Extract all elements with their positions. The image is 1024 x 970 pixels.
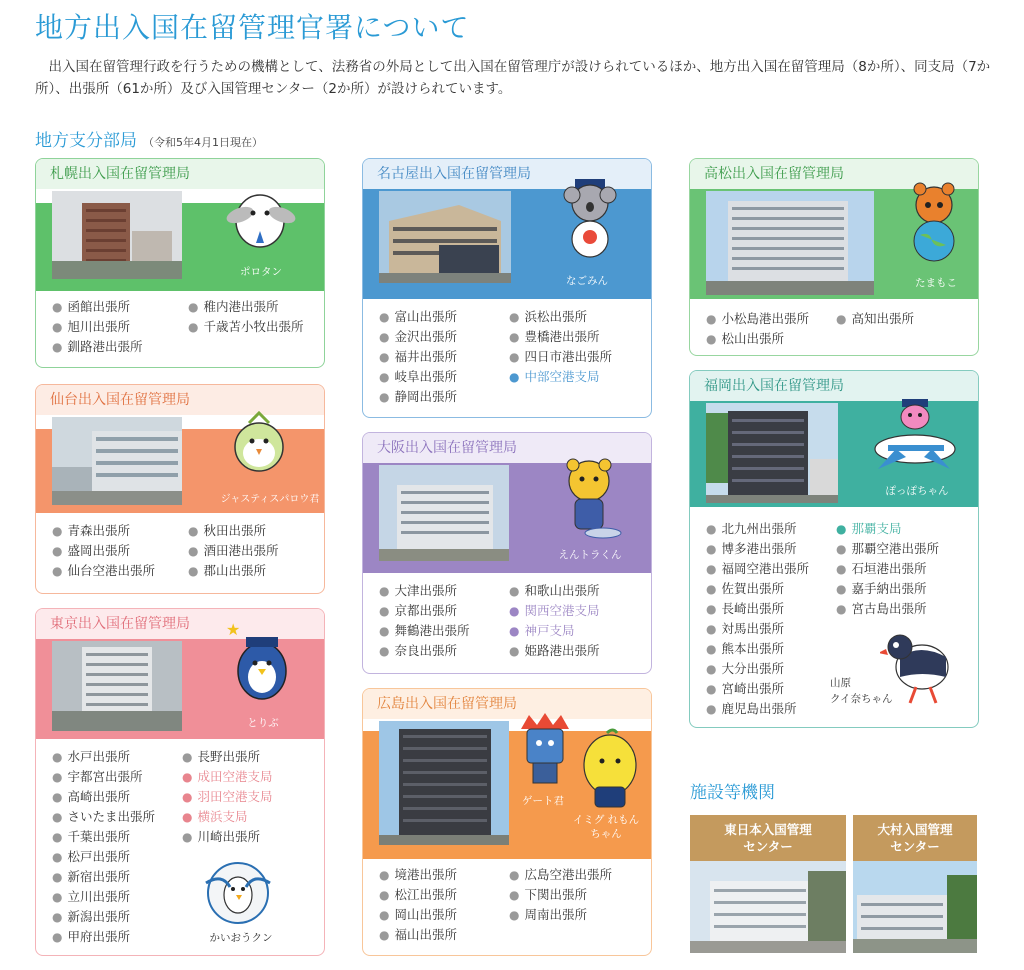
office-item: ● 北九州出張所 (706, 519, 809, 539)
office-item: ● 羽田空港支局 (182, 787, 273, 807)
office-item: ● 酒田港出張所 (188, 541, 279, 561)
office-list (188, 297, 304, 337)
office-item: ● 立川出張所 (52, 887, 155, 907)
office-list (182, 747, 273, 847)
facility-photo (690, 861, 846, 953)
office-item: ● 神戸支局 (509, 621, 600, 641)
building-photo (52, 417, 182, 505)
card-sendai (35, 384, 325, 594)
card-fukuoka (689, 370, 979, 728)
office-item: ● 釧路港出張所 (52, 337, 143, 357)
card-sapporo (35, 158, 325, 368)
office-item: ● 宇都宮出張所 (52, 767, 155, 787)
bureau-name: 広島出入国在留管理局 (363, 689, 651, 719)
office-item: ● 中部空港支局 (509, 367, 612, 387)
office-list (706, 519, 809, 719)
office-item: ● 博多港出張所 (706, 539, 809, 559)
bureau-name: 福岡出入国在留管理局 (690, 371, 978, 401)
office-item: ● 千歳苫小牧出張所 (188, 317, 304, 337)
office-list (379, 581, 470, 661)
office-item: ● 松戸出張所 (52, 847, 155, 867)
office-list (836, 519, 939, 619)
office-list (379, 307, 457, 407)
bureau-name: 大阪出入国在留管理局 (363, 433, 651, 463)
office-list (509, 581, 600, 661)
building-photo (706, 403, 838, 503)
office-item: ● 福山出張所 (379, 925, 457, 945)
office-item: ● 横浜支局 (182, 807, 273, 827)
bureau-name: 札幌出入国在留管理局 (36, 159, 324, 189)
office-item: ● 新潟出張所 (52, 907, 155, 927)
office-item: ● 秋田出張所 (188, 521, 279, 541)
card-nagoya (362, 158, 652, 418)
office-item: ● 対馬出張所 (706, 619, 809, 639)
facility-east-japan-center (690, 815, 846, 953)
office-item: ● 松江出張所 (379, 885, 457, 905)
bureau-name: 高松出入国在留管理局 (690, 159, 978, 189)
office-item: ● 小松島港出張所 (706, 309, 809, 329)
section-title: 地方支分部局 （令和5年4月1日現在） (35, 131, 263, 151)
office-item: ● 高知出張所 (836, 309, 914, 329)
office-item: ● 静岡出張所 (379, 387, 457, 407)
intro-text: 出入国在留管理行政を行うための機構として、法務省の外局として出入国在留管理庁が設けられているほか、地方出入国在留管理局（8か所）、同支局（7か所）、出張所（61か所）及び入国管理センター（2か所）が設けられています。 (35, 59, 991, 97)
building-photo (706, 191, 874, 295)
office-item: ● 高崎出張所 (52, 787, 155, 807)
office-item: ● 甲府出張所 (52, 927, 155, 947)
office-item: ● 舞鶴港出張所 (379, 621, 470, 641)
office-item: ● 下関出張所 (509, 885, 612, 905)
bureau-name: 仙台出入国在留管理局 (36, 385, 324, 415)
office-item: ● 和歌山出張所 (509, 581, 600, 601)
office-item: ● 姫路港出張所 (509, 641, 600, 661)
card-tokyo (35, 608, 325, 956)
office-list (52, 521, 155, 581)
office-item: ● 鹿児島出張所 (706, 699, 809, 719)
mascot-name: とりぶ (247, 717, 279, 729)
mascot-bird-icon (224, 403, 294, 483)
office-item: ● 宮崎出張所 (706, 679, 809, 699)
office-list (509, 307, 612, 387)
mascot-name: たまもこ (915, 277, 957, 289)
building-photo (379, 191, 511, 283)
office-list (52, 297, 143, 357)
office-item: ● 稚内港出張所 (188, 297, 304, 317)
card-osaka (362, 432, 652, 674)
mascot-lemon-icon (577, 727, 643, 815)
office-item: ● 那覇支局 (836, 519, 939, 539)
mascot-name: イミグ れもんちゃん (572, 814, 640, 840)
svg-text:★: ★ (226, 621, 241, 639)
facilities-title: 施設等機関 (690, 783, 775, 803)
facility-photo (853, 861, 977, 953)
office-list (52, 747, 155, 947)
office-list (188, 521, 279, 581)
mascot-name: なごみん (566, 275, 608, 287)
office-item: ● 富山出張所 (379, 307, 457, 327)
office-item: ● 金沢出張所 (379, 327, 457, 347)
office-item: ● 岐阜出張所 (379, 367, 457, 387)
office-item: ● 福井出張所 (379, 347, 457, 367)
mascot-name: 山原 (830, 677, 851, 689)
office-item: ● 豊橋港出張所 (509, 327, 612, 347)
office-item: ● 嘉手納出張所 (836, 579, 939, 599)
office-item: ● 川崎出張所 (182, 827, 273, 847)
facility-omura-center (853, 815, 977, 953)
building-photo (52, 641, 182, 731)
office-item: ● 関西空港支局 (509, 601, 600, 621)
mascot-koala-icon (555, 177, 625, 269)
card-hiroshima (362, 688, 652, 956)
office-item: ● 那覇空港出張所 (836, 539, 939, 559)
mascot-tanuki-icon (902, 179, 972, 273)
office-item: ● 境港出張所 (379, 865, 457, 885)
mascot-gate-icon (515, 711, 575, 793)
mascot-seagull-icon (196, 853, 280, 933)
mascot-name: クイ奈ちゃん (830, 693, 893, 705)
mascot-name: ポロタン (240, 266, 282, 278)
office-list (836, 309, 914, 329)
office-item: ● 函館出張所 (52, 297, 143, 317)
bureau-name: 東京出入国在留管理局 (36, 609, 324, 639)
mascot-penguin-icon (222, 621, 302, 709)
building-photo (379, 465, 509, 561)
office-item: ● 岡山出張所 (379, 905, 457, 925)
office-item: ● 周南出張所 (509, 905, 612, 925)
office-item: ● 水戸出張所 (52, 747, 155, 767)
building-photo (52, 191, 182, 279)
office-item: ● 広島空港出張所 (509, 865, 612, 885)
office-item: ● 大津出張所 (379, 581, 470, 601)
mascot-name: ゲート君 (522, 795, 564, 807)
section-date: （令和5年4月1日現在） (143, 136, 263, 149)
building-photo (379, 721, 509, 845)
mascot-tiger-icon (551, 453, 627, 543)
bureau-name: 名古屋出入国在留管理局 (363, 159, 651, 189)
mascot-name: ぽっぽちゃん (885, 485, 949, 497)
mascot-bird-icon (220, 179, 300, 263)
office-item: ● 旭川出張所 (52, 317, 143, 337)
office-item: ● 大分出張所 (706, 659, 809, 679)
office-item: ● 石垣港出張所 (836, 559, 939, 579)
office-item: ● 青森出張所 (52, 521, 155, 541)
office-item: ● 長崎出張所 (706, 599, 809, 619)
office-item: ● さいたま出張所 (52, 807, 155, 827)
mascot-name: えんトラくん (558, 549, 622, 561)
office-item: ● 新宿出張所 (52, 867, 155, 887)
office-item: ● 成田空港支局 (182, 767, 273, 787)
card-takamatsu (689, 158, 979, 356)
office-item: ● 福岡空港出張所 (706, 559, 809, 579)
office-item: ● 佐賀出張所 (706, 579, 809, 599)
page-title: 地方出入国在留管理官署について (35, 11, 470, 44)
office-item: ● 浜松出張所 (509, 307, 612, 327)
office-item: ● 四日市港出張所 (509, 347, 612, 367)
mascot-plane-icon (866, 395, 964, 485)
office-list (509, 865, 612, 925)
office-list (379, 865, 457, 945)
office-item: ● 京都出張所 (379, 601, 470, 621)
mascot-name: ジャスティスパロウ君 (220, 494, 320, 505)
office-item: ● 宮古島出張所 (836, 599, 939, 619)
office-item: ● 盛岡出張所 (52, 541, 155, 561)
office-item: ● 郡山出張所 (188, 561, 279, 581)
office-list (706, 309, 809, 349)
office-item: ● 千葉出張所 (52, 827, 155, 847)
facility-label: 大村入国管理 センター (877, 822, 953, 854)
facility-label: 東日本入国管理 センター (724, 822, 812, 854)
office-item: ● 長野出張所 (182, 747, 273, 767)
office-item: ● 奈良出張所 (379, 641, 470, 661)
mascot-name: かいおうクン (209, 932, 273, 944)
office-item: ● 熊本出張所 (706, 639, 809, 659)
office-item: ● 松山出張所 (706, 329, 809, 349)
office-item: ● 仙台空港出張所 (52, 561, 155, 581)
